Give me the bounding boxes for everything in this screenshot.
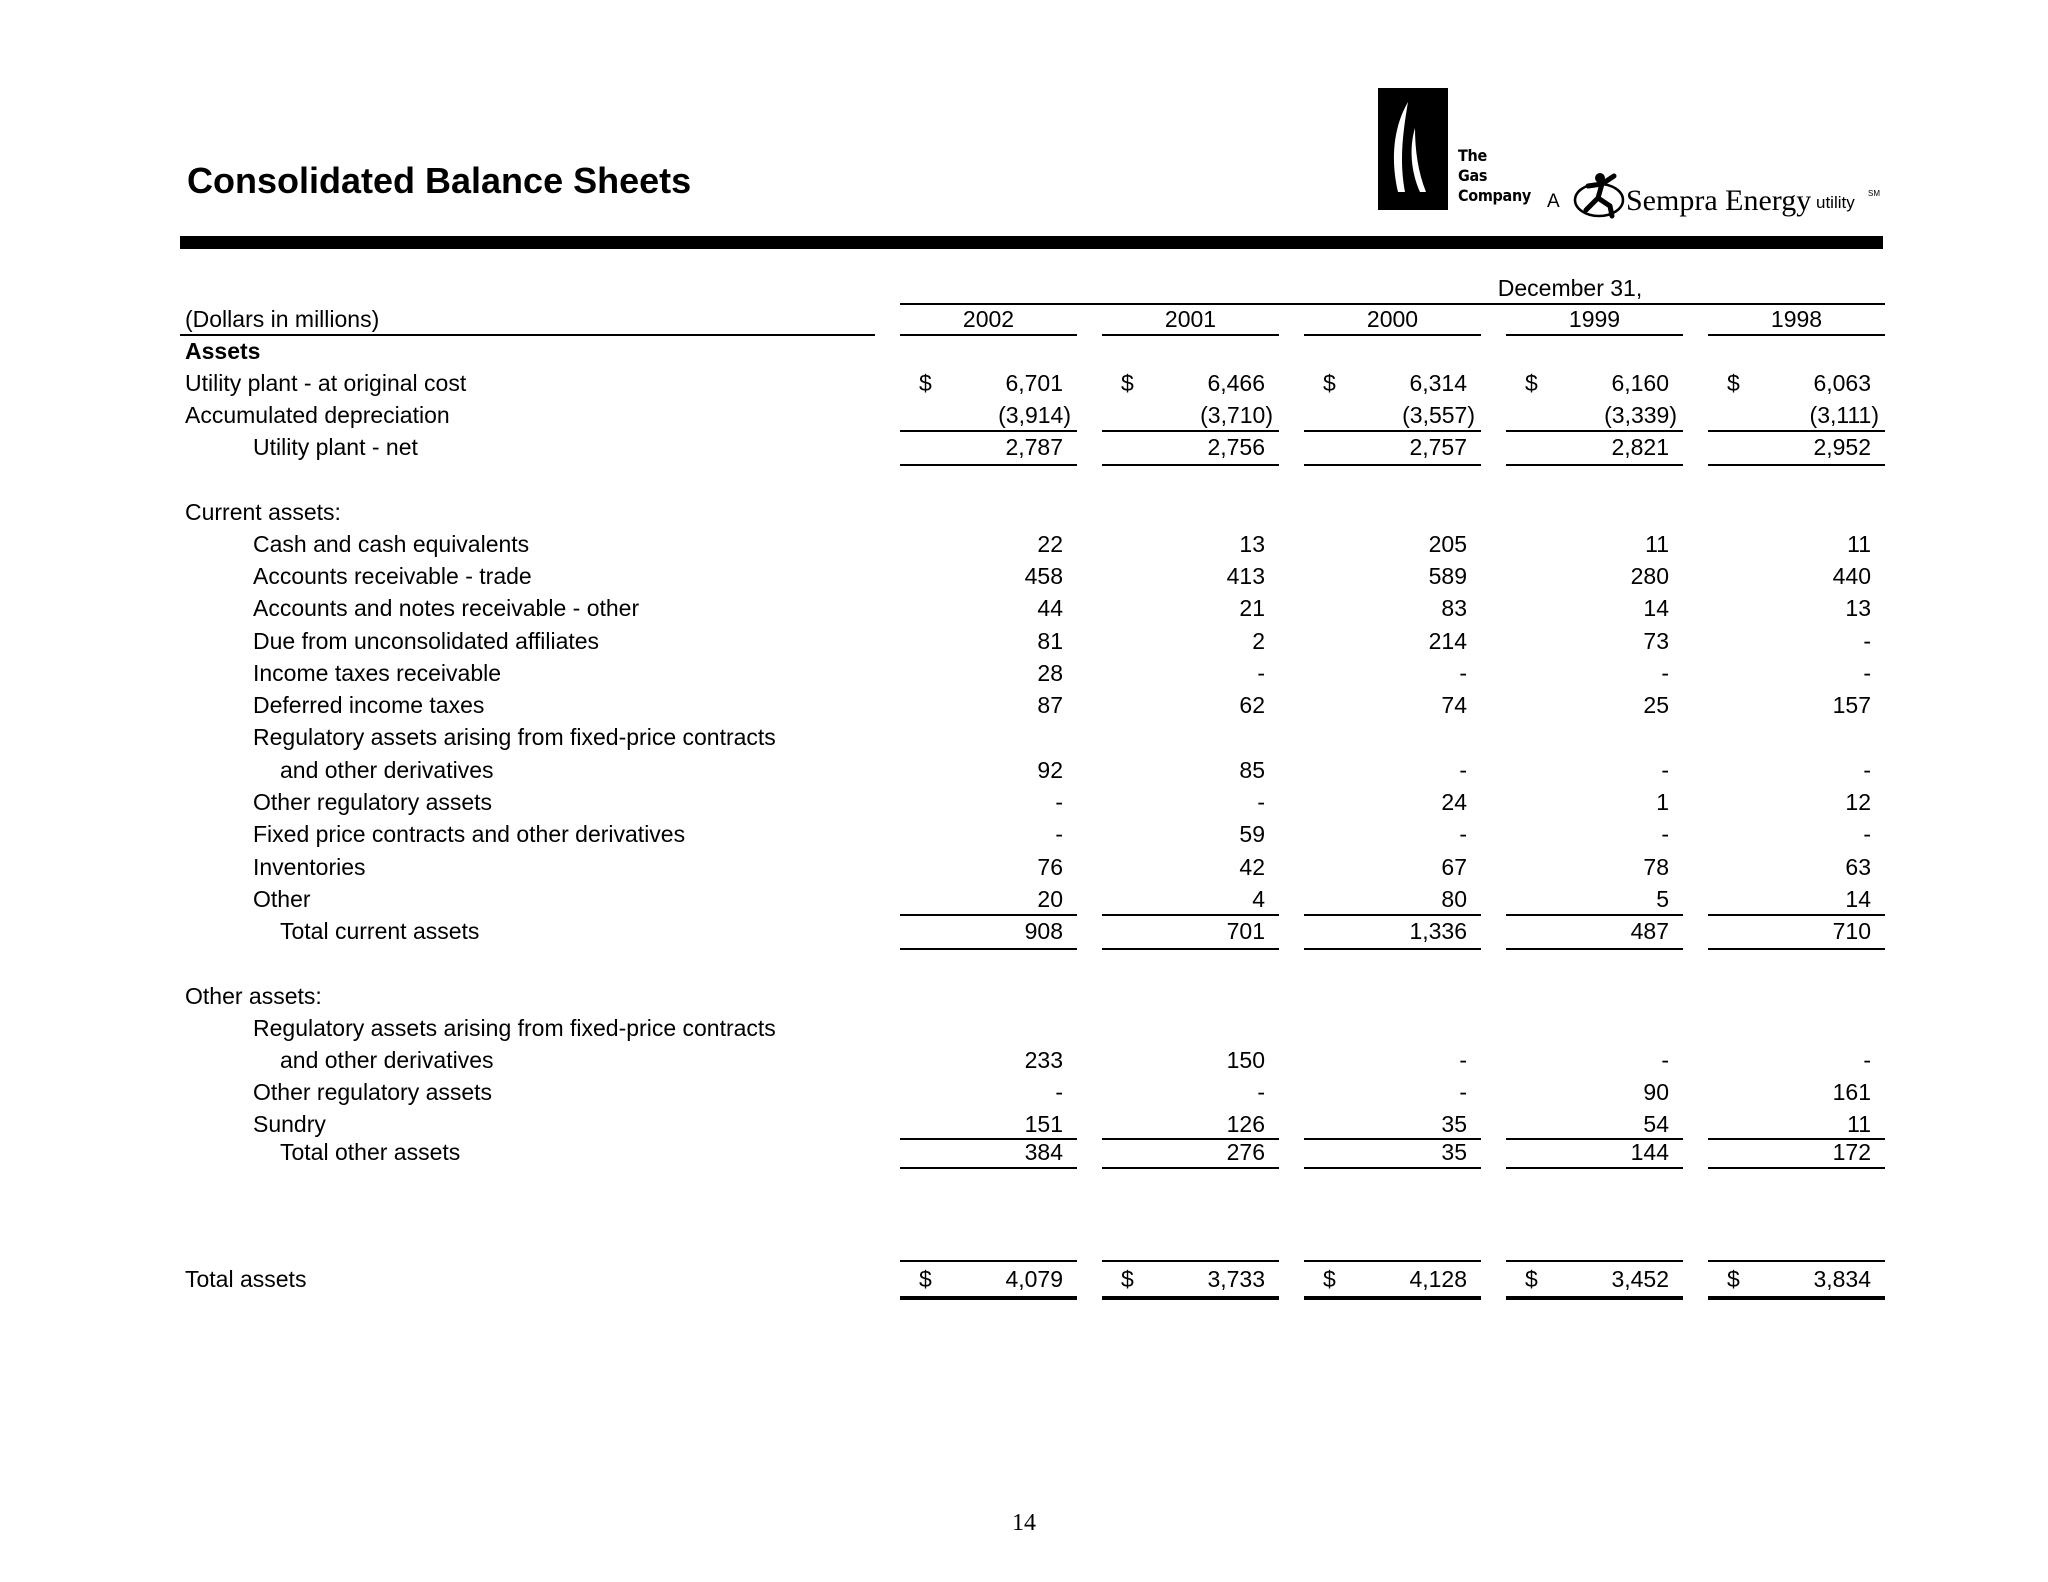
table-cell: - [1661, 757, 1669, 783]
table-cell: (3,557) [1402, 402, 1475, 428]
table-cell: - [1459, 660, 1467, 686]
column-header-row [180, 303, 1883, 335]
table-cell: 413 [1226, 563, 1265, 589]
currency-symbol: $ [1727, 1266, 1740, 1292]
sempra-figure-icon [1570, 166, 1628, 229]
table-cell: 21 [1239, 595, 1265, 621]
table-cell: 151 [1024, 1111, 1063, 1137]
table-cell: - [1257, 660, 1265, 686]
table-cell: (3,710) [1200, 402, 1273, 428]
table-cell: 81 [1037, 628, 1063, 654]
table-row [180, 592, 1883, 624]
table-cell: 214 [1428, 628, 1467, 654]
table-cell: 22 [1037, 531, 1063, 557]
table-cell: 42 [1239, 854, 1265, 880]
table-cell: 280 [1630, 563, 1669, 589]
year-header: 1998 [1770, 306, 1823, 332]
currency-symbol: $ [1323, 370, 1336, 396]
table-cell: 710 [1832, 918, 1871, 944]
table-cell: 76 [1037, 854, 1063, 880]
table-cell: 24 [1441, 789, 1467, 815]
table-row [180, 689, 1883, 721]
gas-flame-logo-icon [1378, 88, 1448, 210]
table-cell: - [1661, 1047, 1669, 1073]
table-cell: - [1459, 1079, 1467, 1105]
table-cell: 172 [1832, 1139, 1871, 1165]
row-label: Other regulatory assets [253, 789, 493, 815]
table-cell: 205 [1428, 531, 1467, 557]
table-cell: 233 [1024, 1047, 1063, 1073]
table-cell: 157 [1832, 692, 1871, 718]
table-cell: 6,063 [1813, 370, 1871, 396]
table-cell: 2,952 [1813, 434, 1871, 460]
table-row [180, 915, 1883, 947]
row-label: Utility plant - at original cost [185, 370, 467, 396]
table-cell: 6,466 [1207, 370, 1265, 396]
table-cell: 12 [1845, 789, 1871, 815]
row-label: Sundry [253, 1111, 326, 1137]
row-label: Total other assets [280, 1139, 461, 1165]
table-row [180, 560, 1883, 592]
table-cell: 35 [1441, 1139, 1467, 1165]
table-cell: 63 [1845, 854, 1871, 880]
table-row [180, 754, 1883, 786]
table-row [180, 851, 1883, 883]
table-cell: 6,160 [1611, 370, 1669, 396]
table-row [180, 786, 1883, 818]
table-cell: - [1863, 1047, 1871, 1073]
year-header: 2002 [962, 306, 1015, 332]
table-cell: - [1257, 789, 1265, 815]
currency-symbol: $ [919, 1266, 932, 1292]
table-cell: 90 [1643, 1079, 1669, 1105]
table-cell: 458 [1024, 563, 1063, 589]
section-heading-row [180, 980, 1883, 1012]
table-cell: - [1863, 821, 1871, 847]
table-row [180, 1076, 1883, 1108]
table-cell: 2 [1252, 628, 1265, 654]
table-cell: 11 [1645, 531, 1669, 557]
gas-company-line: Company [1458, 186, 1532, 205]
table-cell: 83 [1441, 595, 1467, 621]
table-cell: 908 [1024, 918, 1063, 944]
units-label: (Dollars in millions) [185, 306, 380, 332]
year-header: 2001 [1164, 306, 1217, 332]
currency-symbol: $ [1121, 1266, 1134, 1292]
row-label: Inventories [253, 854, 366, 880]
row-label: Total assets [185, 1266, 307, 1292]
service-mark: SM [1868, 189, 1880, 198]
assets-heading: Assets [185, 338, 261, 364]
currency-symbol: $ [1525, 1266, 1538, 1292]
currency-symbol: $ [1727, 370, 1740, 396]
table-row [180, 528, 1883, 560]
table-cell: - [1661, 660, 1669, 686]
currency-symbol: $ [1121, 370, 1134, 396]
table-cell: - [1459, 757, 1467, 783]
gas-company-line: Gas [1458, 166, 1488, 185]
row-label: Deferred income taxes [253, 692, 485, 718]
gas-company-line: The [1458, 146, 1487, 165]
table-cell: 4,079 [1005, 1266, 1063, 1292]
table-cell: 14 [1845, 886, 1871, 912]
row-label: Utility plant - net [253, 434, 418, 460]
row-label: Income taxes receivable [253, 660, 502, 686]
section-heading-row [180, 496, 1883, 528]
logo-a-text: A [1547, 191, 1560, 212]
row-label: Total current assets [280, 918, 480, 944]
table-cell: - [1459, 821, 1467, 847]
table-cell: - [1257, 1079, 1265, 1105]
table-cell: 59 [1239, 821, 1265, 847]
row-label: Accounts and notes receivable - other [253, 595, 640, 621]
table-cell: (3,111) [1809, 402, 1879, 428]
table-cell: 2,756 [1207, 434, 1265, 460]
table-cell: 276 [1226, 1139, 1265, 1165]
row-label: Cash and cash equivalents [253, 531, 530, 557]
year-header: 1999 [1568, 306, 1621, 332]
table-cell: 1 [1656, 789, 1669, 815]
table-cell: 73 [1643, 628, 1669, 654]
row-label: Accumulated depreciation [185, 402, 450, 428]
total-row [180, 1263, 1883, 1295]
table-cell: 6,701 [1005, 370, 1063, 396]
page-title: Consolidated Balance Sheets [187, 160, 692, 201]
table-row [180, 1136, 1883, 1168]
table-cell: - [1459, 1047, 1467, 1073]
row-label: Regulatory assets arising from fixed-price contracts [253, 1015, 776, 1041]
table-cell: 589 [1428, 563, 1467, 589]
table-cell: 14 [1643, 595, 1669, 621]
row-label: Other regulatory assets [253, 1079, 493, 1105]
other-assets-heading: Other assets: [185, 983, 322, 1009]
table-cell: 35 [1441, 1111, 1467, 1137]
table-row [180, 1012, 1883, 1044]
table-cell: 54 [1643, 1111, 1669, 1137]
gas-company-name [1458, 146, 1531, 206]
table-cell: 4,128 [1409, 1266, 1467, 1292]
table-cell: 85 [1239, 757, 1265, 783]
table-row [180, 399, 1883, 431]
table-cell: 4 [1252, 886, 1265, 912]
table-cell: - [1661, 821, 1669, 847]
table-cell: - [1055, 1079, 1063, 1105]
table-cell: 5 [1656, 886, 1669, 912]
table-cell: 2,821 [1611, 434, 1669, 460]
table-cell: 144 [1630, 1139, 1669, 1165]
table-cell: 28 [1037, 660, 1063, 686]
table-cell: 87 [1037, 692, 1063, 718]
row-label-continued: and other derivatives [280, 1047, 494, 1073]
table-cell: 701 [1226, 918, 1265, 944]
table-cell: 2,787 [1005, 434, 1063, 460]
table-cell: - [1863, 660, 1871, 686]
table-cell: 62 [1239, 692, 1265, 718]
table-cell: - [1055, 789, 1063, 815]
table-cell: - [1863, 628, 1871, 654]
table-cell: 20 [1037, 886, 1063, 912]
table-cell: 3,452 [1611, 1266, 1669, 1292]
table-cell: 384 [1024, 1139, 1063, 1165]
title-divider [180, 236, 1883, 249]
table-cell: 13 [1845, 595, 1871, 621]
table-cell: 92 [1037, 757, 1063, 783]
table-cell: 11 [1847, 1111, 1871, 1137]
page-number: 14 [1012, 1510, 1036, 1536]
table-cell: 3,733 [1207, 1266, 1265, 1292]
table-cell: 80 [1441, 886, 1467, 912]
sempra-energy-text: Sempra Energy [1626, 184, 1812, 217]
row-label: Due from unconsolidated affiliates [253, 628, 600, 654]
table-cell: 74 [1441, 692, 1467, 718]
row-label: Other [253, 886, 311, 912]
table-cell: - [1863, 757, 1871, 783]
currency-symbol: $ [1323, 1266, 1336, 1292]
period-header: December 31, [1497, 275, 1643, 301]
year-header: 2000 [1366, 306, 1419, 332]
table-row [180, 657, 1883, 689]
currency-symbol: $ [1525, 370, 1538, 396]
table-row [180, 818, 1883, 850]
table-cell: (3,914) [998, 402, 1071, 428]
table-cell: 161 [1832, 1079, 1871, 1105]
row-label: Regulatory assets arising from fixed-price contracts [253, 724, 776, 750]
section-heading-row [180, 335, 1883, 367]
table-cell: 1,336 [1409, 918, 1467, 944]
table-cell: 126 [1226, 1111, 1265, 1137]
row-label: Accounts receivable - trade [253, 563, 532, 589]
table-cell: 13 [1239, 531, 1265, 557]
table-cell: 67 [1441, 854, 1467, 880]
table-cell: 150 [1226, 1047, 1265, 1073]
table-row [180, 1044, 1883, 1076]
table-row [180, 367, 1883, 399]
table-cell: - [1055, 821, 1063, 847]
row-label: Fixed price contracts and other derivatives [253, 821, 686, 847]
utility-text: utility [1816, 193, 1855, 212]
table-cell: 25 [1643, 692, 1669, 718]
current-assets-heading: Current assets: [185, 499, 341, 525]
table-cell: 6,314 [1409, 370, 1467, 396]
table-row [180, 431, 1883, 463]
table-cell: 3,834 [1813, 1266, 1871, 1292]
company-logo [1378, 88, 1888, 228]
table-row [180, 721, 1883, 753]
row-label-continued: and other derivatives [280, 757, 494, 783]
table-cell: 11 [1847, 531, 1871, 557]
table-cell: 487 [1630, 918, 1669, 944]
table-cell: 440 [1832, 563, 1871, 589]
table-row [180, 883, 1883, 915]
table-cell: (3,339) [1604, 402, 1677, 428]
table-row [180, 625, 1883, 657]
table-cell: 2,757 [1409, 434, 1467, 460]
currency-symbol: $ [919, 370, 932, 396]
table-cell: 44 [1037, 595, 1063, 621]
table-cell: 78 [1643, 854, 1669, 880]
